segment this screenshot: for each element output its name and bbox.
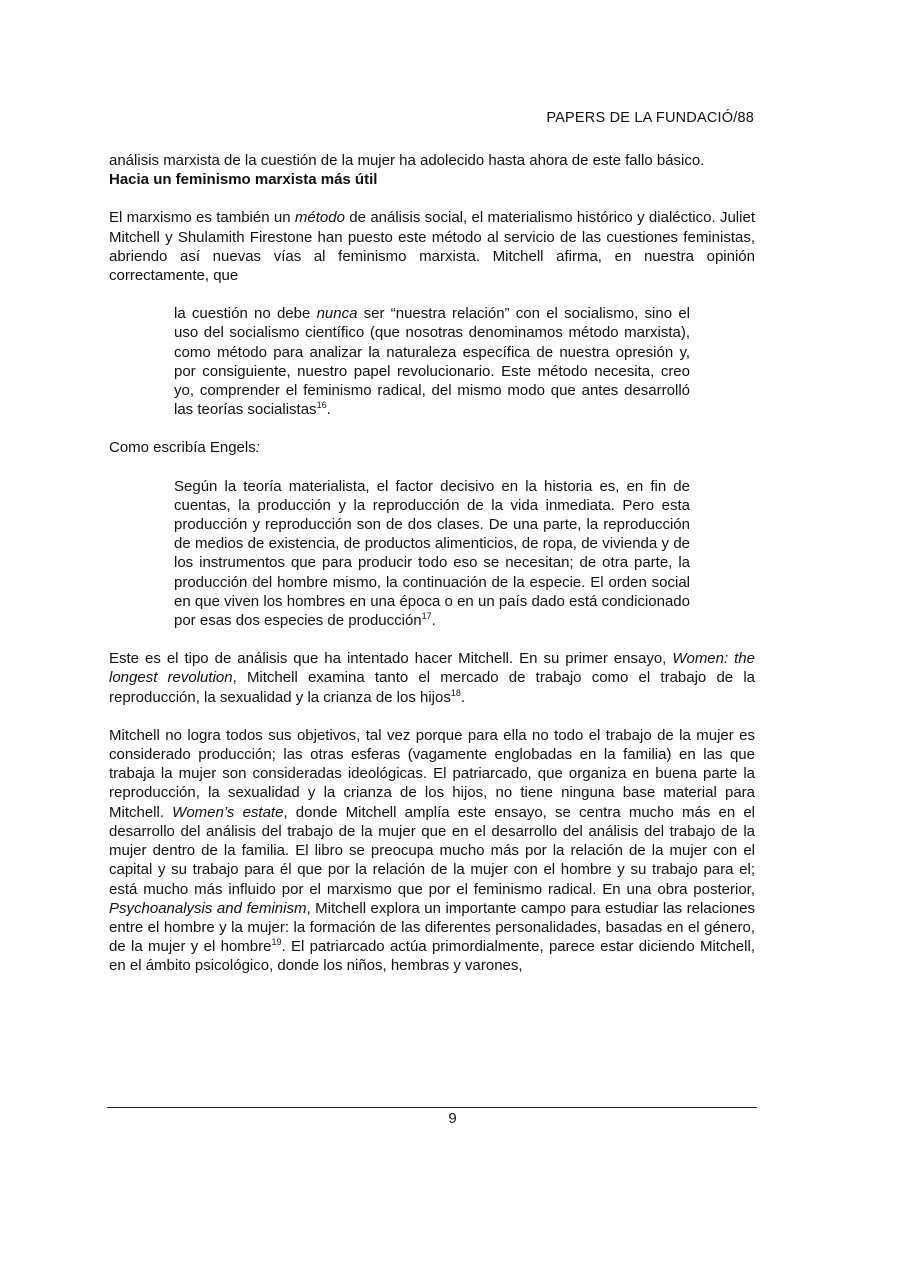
text-run: . — [326, 401, 331, 419]
text-run: , Mitchell examina tanto el mercado de trabajo como el trabajo de la reproducción, la sexualidad y la crianza de los hijos — [109, 669, 755, 706]
paragraph-mitchell-critique — [109, 726, 755, 976]
block-quote-engels — [174, 477, 690, 631]
page-number: 9 — [448, 1110, 457, 1127]
text-run: Como escribía Engels — [109, 439, 256, 457]
text-run: . El patriarcado actúa primordialmente, parece estar diciendo Mitchell, en el ámbito psicológico, donde los niños, hembras y varones, — [109, 938, 755, 975]
italic-run: nunca — [316, 305, 358, 323]
text-run: Según la teoría materialista, el factor decisivo en la historia es, en fin de cuentas, la producción y la reproducción de la vida inmediata. Pero esta producción y reproducción son de dos clases. De una parte, la reproducción de medios de existencia, de productos alimenticios, de ropa, de vivienda y de los instrumentos que para producir todo eso se necesitan; de otra parte, la producción del hombre mismo, la continuación de la especie. El orden social en que viven los hombres en una época o en un país dado está condicionado por esas dos especies de producción — [174, 477, 690, 630]
italic-run: Women: the longest revolution — [109, 650, 755, 687]
text-run: . — [431, 612, 436, 630]
paragraph-mitchell-analysis — [109, 649, 755, 707]
text-run: de análisis social, el materialismo histórico y dialéctico. Juliet Mitchell y Shulamith Firestone han puesto este método al servicio de las cuestiones feministas, abriendo así nuevas vías al feminismo marxista. Mitchell afirma, en nuestra opinión correctamente, que — [109, 209, 755, 285]
running-header: PAPERS DE LA FUNDACIÓ/88 — [546, 110, 754, 126]
italic-run: Women’s estate — [172, 803, 284, 821]
footnote-ref-16[interactable]: 16 — [316, 400, 327, 411]
text-run: , donde Mitchell amplía este ensayo, se centra mucho más en el desarrollo del análisis del trabajo de la mujer que en el desarrollo del análisis del trabajo de la mujer dentro de la familia. El libro se preocupa mucho más por la relación de la mujer con el capital y su trabajo para él que por la relación de la mujer con el hombre y su trabajo para el; está mucho más influido por el marxismo que por el feminismo radical. En una obra posterior, — [109, 803, 755, 898]
text-run: Mitchell no logra todos sus objetivos, tal vez porque para ella no todo el trabajo de la mujer es considerado producción; las otras esferas (vagamente englobadas en la familia) en las que trabaja la mujer son consideradas ideológicas. El patriarcado, que organiza en buena parte la reproducción, la sexualidad y la crianza de los hijos, no tiene ninguna base material para Mitchell. — [109, 726, 755, 821]
italic-run: : — [255, 439, 260, 457]
text-run: El marxismo es también un — [109, 209, 295, 227]
text-run: ser “nuestra relación” con el socialismo, sino el uso del socialismo científico (que nosotras denominamos método marxista), como método para analizar la naturaleza específica de nuestra opresión y, por consiguiente, nuestro papel revolucionario. Este método necesita, creo yo, comprender el feminismo radical, del mismo modo que antes desarrolló las teorías socialistas — [174, 305, 690, 419]
footnote-ref-17[interactable]: 17 — [421, 611, 432, 622]
italic-run: método — [294, 209, 345, 227]
paragraph-method — [109, 208, 755, 285]
text-run: . — [460, 688, 466, 706]
paragraph-continuation: análisis marxista de la cuestión de la mujer ha adolecido hasta ahora de este fallo básico. — [109, 152, 705, 169]
italic-run: Psychoanalysis and feminism — [109, 899, 307, 917]
block-quote-mitchell — [174, 304, 690, 419]
footer-divider — [107, 1107, 757, 1108]
text-run: la cuestión no debe — [174, 305, 317, 323]
text-run: , Mitchell explora un importante campo para estudiar las relaciones entre el hombre y la mujer: la formación de las diferentes personalidades, basadas en el género, de la mujer y el hombre — [109, 899, 755, 956]
body-text — [109, 151, 755, 976]
text-run: Este es el tipo de análisis que ha intentado hacer Mitchell. En su primer ensayo, — [109, 650, 673, 668]
paragraph-engels-intro — [109, 438, 755, 457]
footnote-ref-18[interactable]: 18 — [450, 687, 461, 698]
footnote-ref-19[interactable]: 19 — [271, 937, 282, 948]
section-heading: Hacia un feminismo marxista más útil — [109, 171, 378, 189]
